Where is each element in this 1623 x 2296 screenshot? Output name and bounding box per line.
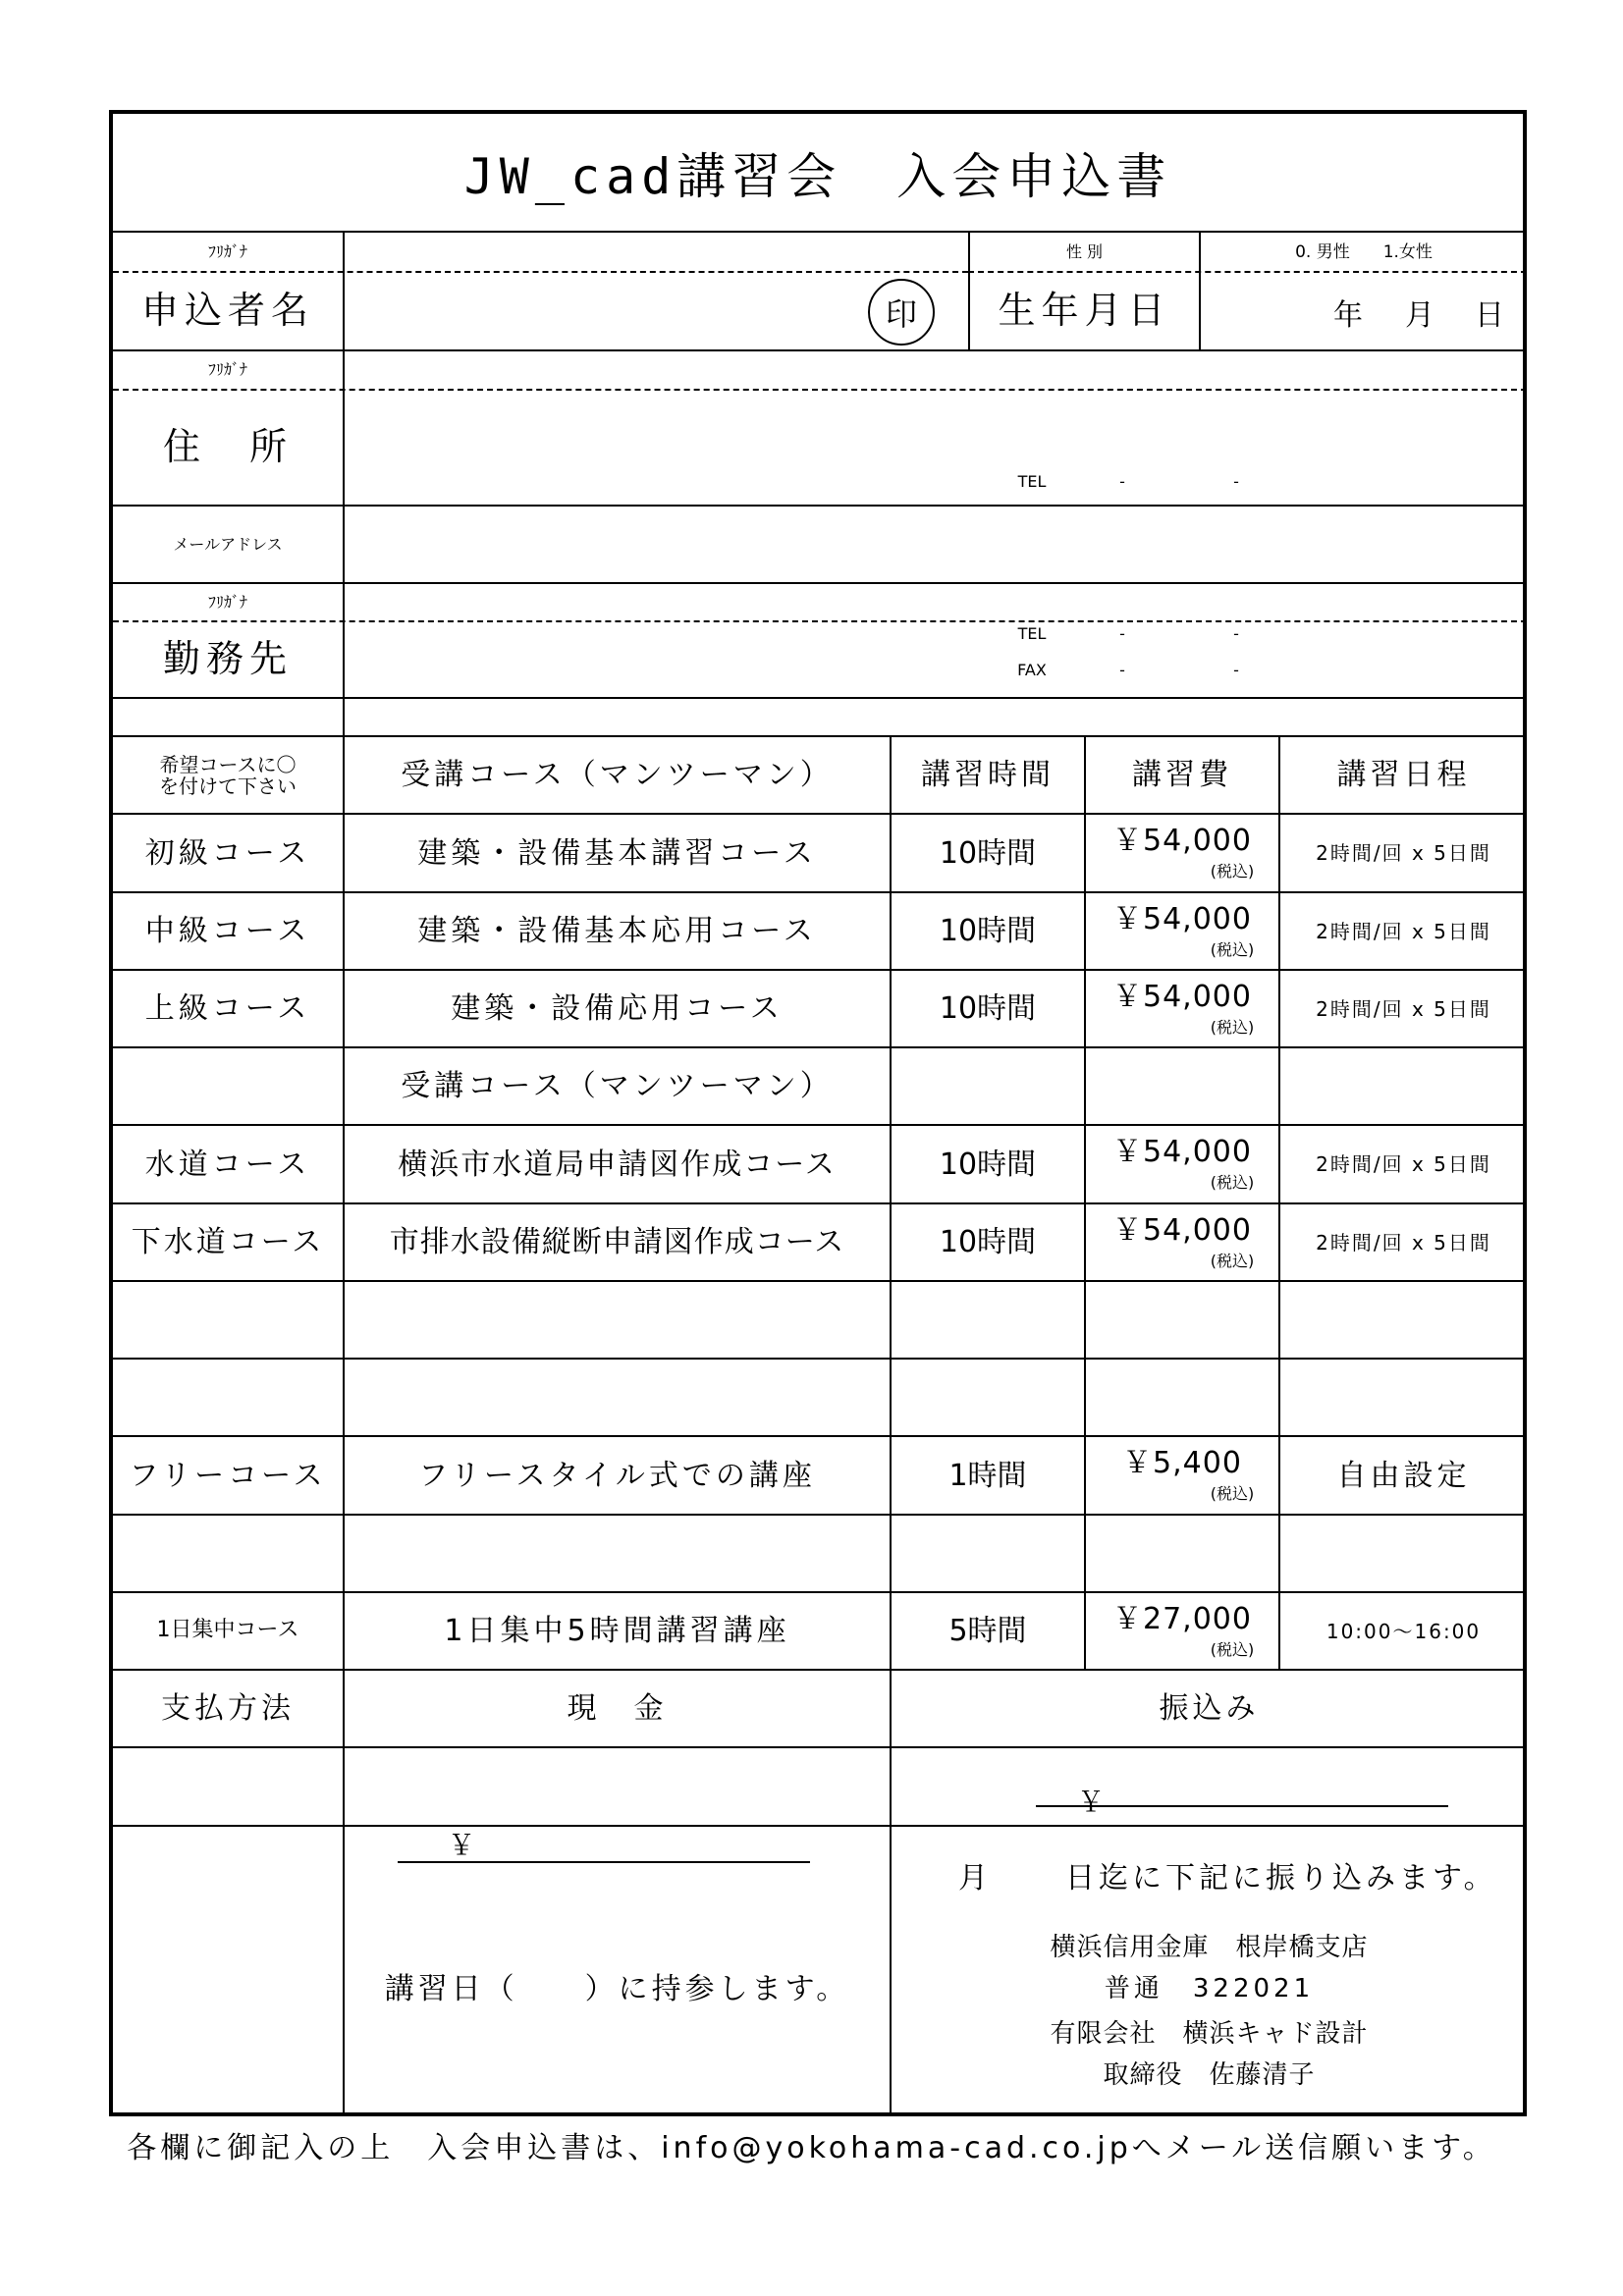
course-level: 下水道コース bbox=[131, 1225, 325, 1259]
course-schedule: 2時間/回 x 5日間 bbox=[1316, 919, 1491, 943]
course-fee: ￥54,000 bbox=[1112, 901, 1252, 936]
course-level: フリーコース bbox=[129, 1458, 327, 1493]
cash-yen-sign: ￥ bbox=[447, 1828, 475, 1861]
payment-method-label: 支払方法 bbox=[161, 1691, 295, 1726]
hours-column-header: 講習時間 bbox=[921, 758, 1055, 792]
payment-cash-option[interactable]: 現 金 bbox=[567, 1691, 668, 1726]
form-title: JW_cad講習会 入会申込書 bbox=[463, 148, 1172, 205]
tax-included-note: (税込) bbox=[1210, 1173, 1255, 1193]
address-tel-label: TEL bbox=[1017, 472, 1047, 492]
cash-amount-line[interactable] bbox=[398, 1861, 810, 1863]
course-fee: ￥5,400 bbox=[1122, 1445, 1242, 1480]
transfer-note: 日迄に下記に振り込みます。 bbox=[1065, 1860, 1497, 1896]
course-name: 建築・設備応用コース bbox=[451, 991, 784, 1026]
course-schedule: 自由設定 bbox=[1336, 1458, 1471, 1493]
course-fee: ￥27,000 bbox=[1112, 1601, 1252, 1636]
tel-separator: - bbox=[1233, 624, 1239, 644]
transfer-amount-line[interactable] bbox=[1036, 1805, 1448, 1807]
course-row-beginner[interactable] bbox=[113, 815, 1527, 891]
account-company: 有限会社 横浜キャド設計 bbox=[1050, 2018, 1369, 2049]
tax-included-note: (税込) bbox=[1210, 1252, 1255, 1271]
course-row-one-day[interactable] bbox=[113, 1593, 1527, 1669]
course-fee: ￥54,000 bbox=[1112, 1212, 1252, 1248]
course-hours: 1時間 bbox=[948, 1458, 1027, 1493]
course-row-advanced[interactable] bbox=[113, 971, 1527, 1046]
workplace-label: 勤務先 bbox=[162, 637, 293, 681]
course-schedule: 2時間/回 x 5日間 bbox=[1316, 1152, 1491, 1176]
furigana-label: ﾌﾘｶﾞﾅ bbox=[207, 242, 247, 262]
workplace-fax-label: FAX bbox=[1017, 661, 1047, 680]
address-label: 住 所 bbox=[162, 425, 293, 469]
course-schedule: 2時間/回 x 5日間 bbox=[1316, 841, 1491, 865]
tel-separator: - bbox=[1119, 472, 1125, 492]
birth-year-unit: 年 bbox=[1333, 297, 1363, 333]
course-row-water[interactable] bbox=[113, 1126, 1527, 1202]
course-schedule: 2時間/回 x 5日間 bbox=[1316, 996, 1491, 1021]
furigana-label: ﾌﾘｶﾞﾅ bbox=[207, 360, 247, 380]
furigana-label: ﾌﾘｶﾞﾅ bbox=[207, 592, 247, 612]
course-level: 中級コース bbox=[144, 914, 311, 948]
fax-separator: - bbox=[1119, 661, 1125, 680]
course-name: フリースタイル式での講座 bbox=[418, 1458, 816, 1493]
course-row-free[interactable] bbox=[113, 1437, 1527, 1514]
course-name: 建築・設備基本講習コース bbox=[417, 835, 817, 871]
course-column-header: 受講コース（マンツーマン） bbox=[401, 758, 834, 792]
course-level: 1日集中コース bbox=[156, 1618, 299, 1643]
workplace-tel-label: TEL bbox=[1017, 624, 1047, 644]
row-line bbox=[113, 697, 1523, 699]
course-select-instruction: 希望コースに〇 を付けて下さい bbox=[159, 752, 297, 798]
course-name: 横浜市水道局申請図作成コース bbox=[398, 1147, 837, 1182]
tax-included-note: (税込) bbox=[1210, 940, 1255, 960]
course-fee: ￥54,000 bbox=[1112, 1134, 1252, 1169]
birth-day-unit: 日 bbox=[1475, 297, 1504, 333]
row-line bbox=[113, 1746, 1523, 1748]
course-schedule: 10:00～16:00 bbox=[1325, 1619, 1482, 1643]
row-line bbox=[113, 1514, 1523, 1516]
bank-account: 普通 322021 bbox=[1104, 1973, 1315, 2003]
fax-separator: - bbox=[1233, 661, 1239, 680]
course-level: 上級コース bbox=[144, 991, 311, 1026]
course-level: 初級コース bbox=[144, 835, 311, 871]
tax-included-note: (税込) bbox=[1210, 1484, 1255, 1504]
course-hours: 10時間 bbox=[939, 914, 1037, 948]
course-hours: 10時間 bbox=[939, 1225, 1037, 1259]
row-line bbox=[113, 1280, 1523, 1282]
workplace-field[interactable] bbox=[345, 584, 1527, 697]
course-name: 建築・設備基本応用コース bbox=[417, 914, 817, 948]
transfer-month-unit: 月 bbox=[958, 1860, 992, 1896]
email-field[interactable] bbox=[345, 507, 1527, 582]
course-row-sewer[interactable] bbox=[113, 1204, 1527, 1280]
course-fee: ￥54,000 bbox=[1112, 979, 1252, 1014]
email-label: メールアドレス bbox=[173, 534, 283, 554]
bank-name: 横浜信用金庫 根岸橋支店 bbox=[1050, 1932, 1369, 1962]
course-hours: 10時間 bbox=[939, 991, 1037, 1026]
course-column-header-2: 受講コース（マンツーマン） bbox=[401, 1069, 834, 1103]
course-name: 市排水設備縦断申請図作成コース bbox=[389, 1225, 845, 1259]
course-fee: ￥54,000 bbox=[1112, 823, 1252, 858]
payment-transfer-option[interactable]: 振込み bbox=[1159, 1691, 1260, 1726]
course-level: 水道コース bbox=[144, 1147, 311, 1182]
course-hours: 10時間 bbox=[939, 835, 1037, 871]
row-line bbox=[113, 1825, 1523, 1827]
address-field[interactable] bbox=[345, 351, 1527, 505]
tel-separator: - bbox=[1233, 472, 1239, 492]
row-line bbox=[113, 231, 1523, 233]
application-form bbox=[109, 110, 1527, 2116]
course-row-intermediate[interactable] bbox=[113, 893, 1527, 969]
applicant-name-label: 申込者名 bbox=[140, 289, 314, 333]
gender-label: 性 別 bbox=[1065, 242, 1104, 262]
submission-instructions: 各欄に御記入の上 入会申込書は、info@yokohama-cad.co.jpへメール送信願います。 bbox=[127, 2131, 1496, 2165]
course-hours: 5時間 bbox=[948, 1614, 1027, 1648]
tax-included-note: (税込) bbox=[1210, 1640, 1255, 1660]
seal-mark: 印 bbox=[868, 279, 935, 346]
cash-note: 講習日（ ）に持参します。 bbox=[384, 1971, 850, 2006]
course-schedule: 2時間/回 x 5日間 bbox=[1316, 1230, 1491, 1255]
course-name: 1日集中5時間講習講座 bbox=[444, 1614, 790, 1648]
tax-included-note: (税込) bbox=[1210, 1018, 1255, 1038]
transfer-yen-sign: ￥ bbox=[1076, 1785, 1105, 1818]
tax-included-note: (税込) bbox=[1210, 862, 1255, 881]
fee-column-header: 講習費 bbox=[1132, 758, 1232, 792]
row-line bbox=[113, 1358, 1523, 1360]
tel-separator: - bbox=[1119, 624, 1125, 644]
birth-month-unit: 月 bbox=[1405, 297, 1434, 333]
course-hours: 10時間 bbox=[939, 1147, 1037, 1182]
account-holder: 取締役 佐藤清子 bbox=[1103, 2059, 1316, 2090]
gender-options[interactable]: 0. 男性 1.女性 bbox=[1295, 241, 1433, 262]
birthdate-label: 生年月日 bbox=[998, 289, 1171, 333]
schedule-column-header: 講習日程 bbox=[1336, 758, 1471, 792]
